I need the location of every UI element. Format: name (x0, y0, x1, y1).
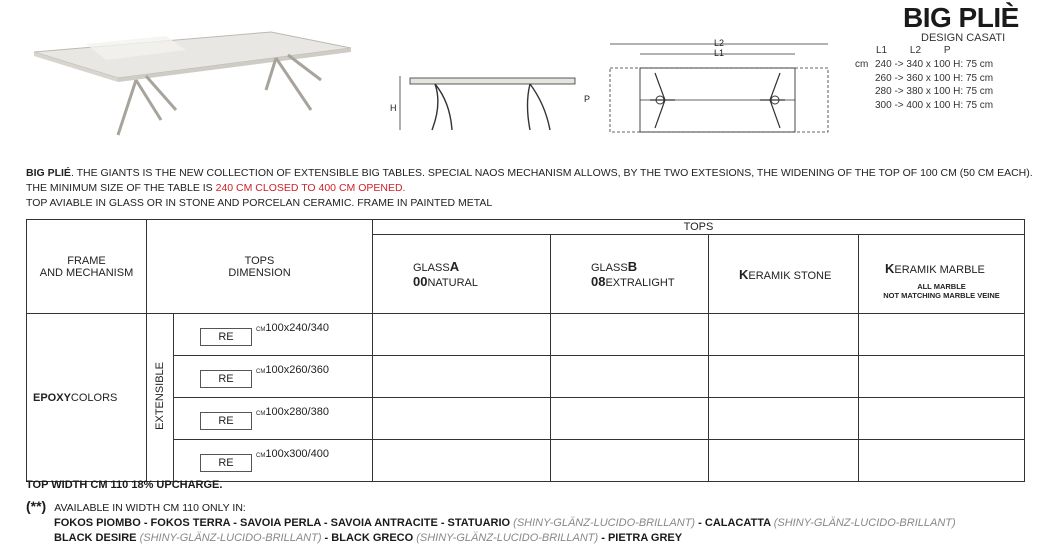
table-row (174, 356, 373, 398)
dim-row: 260 -> 360 x 100 H: 75 cm (875, 72, 994, 84)
col-glass-b: GLASSB 08EXTRALIGHT (551, 235, 709, 314)
price-cell[interactable] (551, 398, 709, 440)
description-text: . THE GIANTS IS THE NEW COLLECTION OF EXTENSIBLE BIG TABLES. SPECIAL NAOS MECHANISM ALLOWS, BY THE TWO EXTESIONS, THE WIDENING OF THE TOP OF 100 CM (50 CM EACH). THE MINIMUM SIZE OF THE TABLE IS (26, 167, 1033, 194)
l2-dimension-label: L2 (714, 38, 725, 48)
price-cell[interactable] (551, 314, 709, 356)
product-description (26, 166, 1036, 211)
side-view-drawing (380, 74, 580, 140)
re-box[interactable]: RE (200, 454, 252, 472)
availability-list: FOKOS PIOMBO - FOKOS TERRA - SAVOIA PERLA - SAVOIA ANTRACITE - STATUARIO (SHINY-GLÄNZ-LUCIDO-BRILLANT) - CALACATTA (SHINY-GLÄNZ-LUCIDO-BRILLANT) BLACK DESIRE (SHINY-GLÄNZ-LUCIDO-BRILLANT) - BLACK GRECO (SHINY-GLÄNZ-LUCIDO-BRILLANT) - PIETRA GREY (54, 517, 956, 544)
price-cell[interactable] (709, 356, 859, 398)
price-cell[interactable] (859, 314, 1025, 356)
table-row (174, 398, 373, 440)
frame-cell: EPOXYCOLORS (27, 314, 147, 482)
price-cell[interactable] (373, 398, 551, 440)
price-table (26, 219, 1025, 482)
price-cell[interactable] (859, 440, 1025, 482)
product-title: BIG PLIÈ (903, 2, 1019, 33)
availability-note (26, 498, 246, 514)
size-label: CM100x240/340 (256, 322, 329, 334)
price-cell[interactable] (551, 440, 709, 482)
h-dimension-label: H (390, 103, 397, 113)
dim-label-l1: L1 (876, 45, 888, 56)
table-row (174, 440, 373, 482)
price-cell[interactable] (373, 356, 551, 398)
l1-dimension-label: L1 (714, 48, 725, 58)
size-label: CM100x300/400 (256, 448, 329, 460)
dim-label-l2: L2 (909, 45, 922, 56)
table-product-image (26, 10, 356, 145)
dim-row: 280 -> 380 x 100 H: 75 cm (875, 86, 994, 97)
p-dimension-label: P (584, 94, 591, 104)
re-box[interactable]: RE (200, 370, 252, 388)
tops-header: TOPS (373, 220, 1025, 235)
col-keramik-stone: KERAMIK STONE (709, 235, 859, 314)
re-box[interactable]: RE (200, 328, 252, 346)
dim-unit: cm (855, 59, 869, 70)
upcharge-note: TOP WIDTH CM 110 18% UPCHARGE. (26, 479, 223, 491)
price-cell[interactable] (859, 356, 1025, 398)
footnote-marker: (**) (26, 498, 47, 514)
description-highlight: 240 CM CLOSED TO 400 CM OPENED. (215, 182, 406, 194)
size-label: CM100x280/380 (256, 406, 329, 418)
description-line2: TOP AVIABLE IN GLASS OR IN STONE AND PORCELAN CERAMIC. FRAME IN PAINTED METAL (26, 197, 493, 209)
col-keramik-marble: KERAMIK MARBLE ALL MARBLE NOT MATCHING MARBLE VEINE (859, 235, 1025, 314)
price-cell[interactable] (373, 314, 551, 356)
price-cell[interactable] (709, 440, 859, 482)
tops-dimension-header: TOPS DIMENSION (147, 220, 373, 314)
re-box[interactable]: RE (200, 412, 252, 430)
dim-row: 300 -> 400 x 100 H: 75 cm (875, 99, 994, 111)
frame-header: FRAME AND MECHANISM (27, 220, 147, 314)
size-label: CM100x260/360 (256, 364, 329, 376)
dimension-header (876, 45, 970, 56)
extensible-label: EXTENSIBLE (154, 362, 166, 430)
price-cell[interactable] (373, 440, 551, 482)
dim-row: 240 -> 340 x 100 H: 75 cm (875, 59, 994, 70)
dim-label-p: P (943, 45, 951, 56)
dimension-list (855, 58, 993, 112)
price-cell[interactable] (859, 398, 1025, 440)
col-glass-a: GLASSA 00NATURAL (373, 235, 551, 314)
description-lead: BIG PLIÉ (26, 167, 71, 179)
price-cell[interactable] (709, 398, 859, 440)
designer-subtitle: DESIGN CASATI (921, 32, 1006, 44)
price-cell[interactable] (709, 314, 859, 356)
extensible-cell (147, 314, 174, 482)
price-cell[interactable] (551, 356, 709, 398)
availability-text: AVAILABLE IN WIDTH CM 110 ONLY IN: (54, 502, 246, 514)
table-row (174, 314, 373, 356)
